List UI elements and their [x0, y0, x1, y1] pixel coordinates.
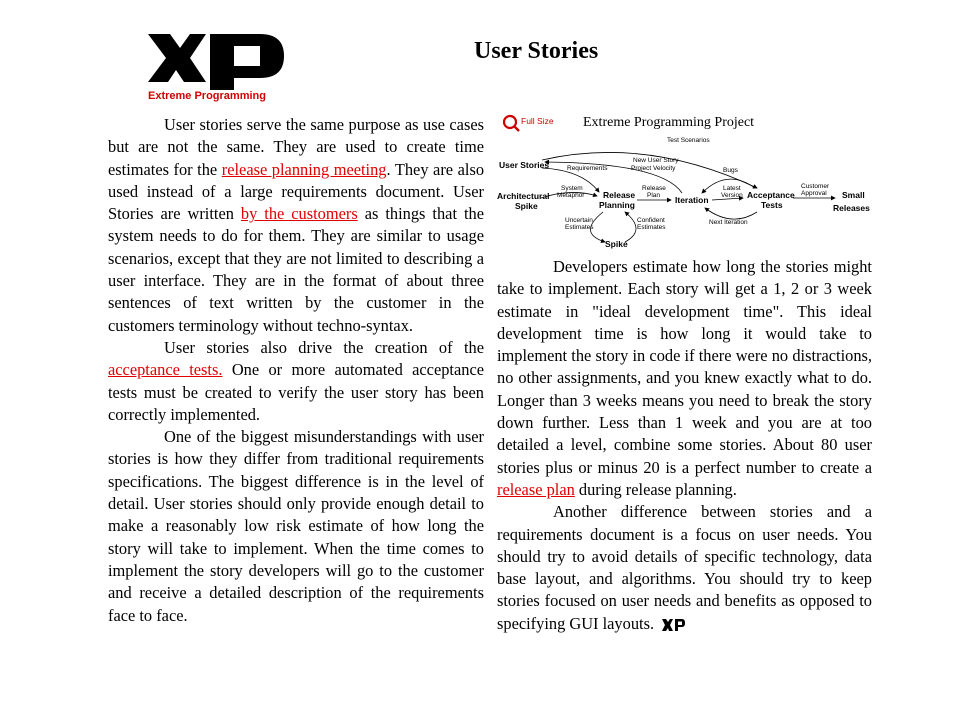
paragraph-text: User stories serve the same purpose as use cases but are not the same. They are used to create time estimates for the [108, 115, 484, 179]
edge-latest-version-2: Version [721, 192, 743, 199]
acceptance-tests-link[interactable]: acceptance tests. [108, 360, 223, 380]
paragraph-text: during release planning. [574, 479, 737, 499]
node-architectural-spike-2: Spike [515, 201, 538, 211]
xp-logo [140, 28, 290, 104]
node-release-planning-2: Planning [599, 200, 635, 210]
node-iteration: Iteration [675, 195, 709, 205]
edge-system-metaphor-2: Metaphor [557, 192, 585, 199]
paragraph [497, 256, 872, 501]
node-spike: Spike [605, 239, 628, 249]
full-size-label[interactable]: Full Size [521, 116, 554, 126]
paragraph-text: as things that the system needs to do for them. They are similar to usage scenarios, except that they are not limited to describing a user interface. They are in the format of about three sentences of text written by the customer in the customers terminology without techno-syntax. [108, 204, 484, 335]
paragraph-text: One or more automated acceptance tests must be created to verify the user story has been correctly implemented. [108, 360, 484, 424]
edge-customer-approval: Customer [801, 183, 830, 190]
edge-release-plan-2: Plan [647, 192, 661, 199]
xp-project-diagram [497, 108, 875, 253]
edge-test-scenarios: Test Scenarios [667, 137, 710, 144]
edge-system-metaphor: System [561, 185, 583, 192]
edge-release-plan: Release [642, 185, 666, 192]
edge-uncertain-estimates-2: Estimates [565, 224, 594, 231]
release-planning-meeting-link[interactable]: release planning meeting [221, 159, 387, 179]
node-acceptance-tests-2: Tests [761, 200, 783, 210]
xp-small-logo-icon [660, 618, 686, 632]
node-architectural-spike: Architectural [497, 191, 550, 201]
paragraph [108, 337, 484, 426]
node-acceptance-tests: Acceptance [747, 190, 795, 200]
full-size-button[interactable] [504, 116, 554, 131]
logo-text: Extreme Programming [148, 90, 266, 102]
edge-bugs: Bugs [723, 167, 738, 174]
paragraph-text: User stories also drive the creation of the [164, 337, 484, 357]
paragraph-text: . They are also used instead of a large requirements document. User Stories are written [108, 159, 485, 224]
node-release-planning: Release [603, 190, 636, 200]
node-user-stories: User Stories [499, 160, 550, 170]
edge-next-iteration: Next Iteration [709, 219, 748, 226]
edge-confident-estimates-2: Estimates [637, 224, 666, 231]
node-small-releases-2: Releases [833, 203, 870, 213]
by-the-customers-link[interactable]: by the customers [240, 204, 358, 224]
release-plan-link[interactable]: release plan [497, 479, 575, 499]
diagram-title: Extreme Programming Project [583, 115, 755, 130]
paragraph [497, 501, 872, 635]
edge-customer-approval-2: Approval [801, 190, 827, 197]
paragraph-text: One of the biggest misunderstandings with user stories is how they differ from traditional requirements specifications. The biggest difference is in the level of detail. User stories should only provide enough detail to make a reasonably low risk estimate of how long the story will take to implement. When the time comes to implement the story developers will go to the customer and receive a detailed description of the requirements face to face. [108, 427, 484, 625]
edge-uncertain-estimates: Uncertain [565, 217, 593, 224]
edge-project-velocity: Project Velocity [631, 165, 676, 172]
edge-requirements: Requirements [567, 165, 608, 172]
right-column [497, 256, 872, 635]
paragraph [108, 426, 484, 627]
paragraph-text: Developers estimate how long the stories might take to implement. Each story will get a 1, 2 or 3 week estimate in "ideal development time". This ideal development time is how long it would take to implement the story in code if there were no distractions, no other assignments, and you knew exactly what to do. Longer than 3 weeks means you need to break the story down further. Less than 1 week and you are at too detailed a level, combine some stories. About 80 user stories plus or minus 20 is a perfect number to create a [497, 257, 872, 477]
node-small-releases: Small [842, 190, 865, 200]
page-title: User Stories [474, 38, 599, 64]
paragraph-text: Another difference between stories and a requirements document is a focus on user needs. You should try to avoid details of specific technology, data base layout, and algorithms. You should try to keep stories focused on user needs and benefits as opposed to specifying GUI layouts. [497, 502, 872, 633]
paragraph [108, 114, 484, 337]
edge-new-user-story: New User Story [633, 157, 679, 164]
edge-latest-version: Latest [723, 185, 741, 192]
edge-confident-estimates: Confident [637, 217, 665, 224]
left-column [108, 114, 484, 627]
